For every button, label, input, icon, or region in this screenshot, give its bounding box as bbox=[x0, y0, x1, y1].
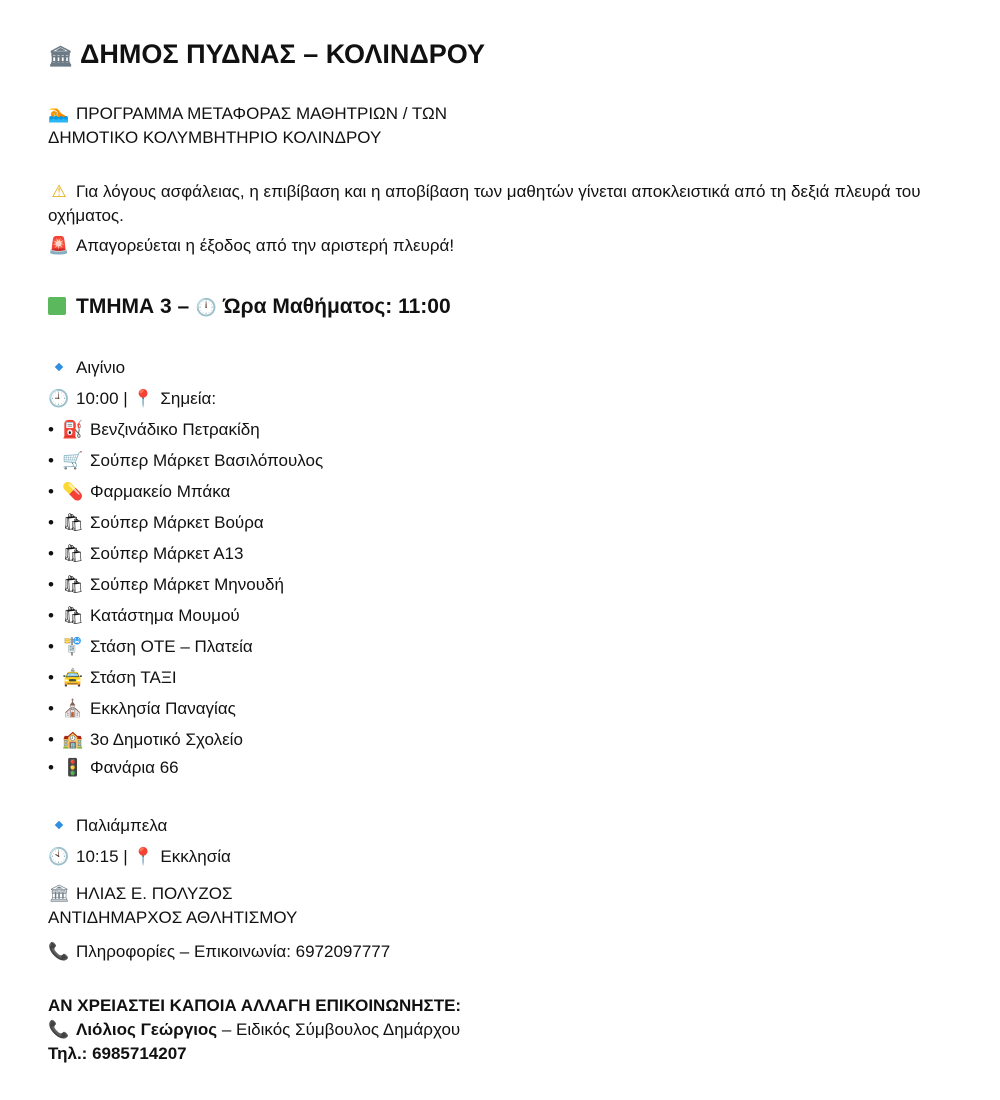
official-role: ΑΝΤΙΔΗΜΑΡΧΟΣ ΑΘΛΗΤΙΣΜΟΥ bbox=[48, 908, 298, 927]
list-item: • 🛒 Σούπερ Μάρκετ Βασιλόπουλος bbox=[48, 445, 948, 476]
stop-point: Εκκλησία bbox=[160, 847, 231, 866]
list-item: • 🚏 Στάση ΟΤΕ – Πλατεία bbox=[48, 631, 948, 662]
section-label: ΤΜΗΜΑ 3 – bbox=[76, 295, 190, 318]
school-icon: 🏫 bbox=[62, 730, 84, 750]
warning-icon: ⚠ bbox=[51, 182, 67, 202]
stop-aiginio bbox=[48, 352, 948, 780]
stop-time: 10:00 | bbox=[76, 389, 128, 408]
stop-time: 10:15 | bbox=[76, 847, 128, 866]
fuel-pump-icon: ⛽ bbox=[62, 420, 84, 440]
phone-icon: 📞 bbox=[48, 942, 70, 962]
contact-role: – Ειδικός Σύμβουλος Δημάρχου bbox=[221, 1020, 461, 1039]
safety-notice: Για λόγους ασφάλειας, η επιβίβαση και η αποβίβαση των μαθητών γίνεται αποκλειστικά από τη δεξιά πλευρά του οχήματος. bbox=[48, 182, 921, 225]
traffic-light-icon: 🚦 bbox=[62, 758, 84, 778]
page-title bbox=[48, 36, 948, 72]
list-item: • 🏫 3ο Δημοτικό Σχολείο bbox=[48, 724, 948, 755]
bus-stop-icon: 🚏 bbox=[62, 637, 84, 657]
official-block bbox=[48, 882, 948, 964]
list-item: • 🚖 Στάση ΤΑΞΙ bbox=[48, 662, 948, 693]
pill-icon: 💊 bbox=[62, 482, 84, 502]
municipality-name: ΔΗΜΟΣ ΠΥΔΝΑΣ – ΚΟΛΙΝΔΡΟΥ bbox=[80, 39, 485, 69]
clock-icon: 🕙 bbox=[48, 847, 70, 867]
contact-person: Λιόλιος Γεώργιος bbox=[76, 1020, 218, 1039]
warnings-block bbox=[48, 180, 948, 258]
list-item: • ⛪ Εκκλησία Παναγίας bbox=[48, 693, 948, 724]
shopping-bags-icon: 🛍 bbox=[62, 544, 84, 564]
clock-icon: 🕛 bbox=[195, 298, 217, 318]
program-title-line2: ΔΗΜΟΤΙΚΟ ΚΟΛΥΜΒΗΤΗΡΙΟ ΚΟΛΙΝΔΡΟΥ bbox=[48, 128, 382, 147]
list-item: • ⛽ Βενζινάδικο Πετρακίδη bbox=[48, 414, 948, 445]
official-name: ΗΛΙΑΣ Ε. ΠΟΛΥΖΟΣ bbox=[76, 884, 233, 903]
contact-block bbox=[48, 994, 948, 1066]
program-block bbox=[48, 102, 948, 150]
shopping-bags-icon: 🛍 bbox=[62, 575, 84, 595]
list-item: • 💊 Φαρμακείο Μπάκα bbox=[48, 476, 948, 507]
shopping-bags-icon: 🛍 bbox=[62, 606, 84, 626]
info-contact: Πληροφορίες – Επικοινωνία: 6972097777 bbox=[76, 942, 391, 961]
building-icon: 🏛 bbox=[48, 44, 74, 68]
lesson-time: Ώρα Μαθήματος: 11:00 bbox=[223, 295, 451, 318]
clock-icon: 🕘 bbox=[48, 389, 70, 409]
shopping-bags-icon: 🛍 bbox=[62, 513, 84, 533]
church-icon: ⛪ bbox=[62, 699, 84, 719]
green-square-icon bbox=[48, 297, 66, 315]
alarm-light-icon: 🚨 bbox=[48, 236, 70, 256]
list-item: • 🛍 Σούπερ Μάρκετ Α13 bbox=[48, 538, 948, 569]
points-label: Σημεία: bbox=[160, 389, 217, 408]
contact-phone: Τηλ.: 6985714207 bbox=[48, 1044, 187, 1063]
stop-name: Παλιάμπελα bbox=[76, 816, 168, 835]
shopping-cart-icon: 🛒 bbox=[62, 451, 84, 471]
list-item: • 🚦 Φανάρια 66 bbox=[48, 755, 948, 780]
program-title-line1: ΠΡΟΓΡΑΜΜΑ ΜΕΤΑΦΟΡΑΣ ΜΑΘΗΤΡΙΩΝ / ΤΩΝ bbox=[76, 104, 447, 123]
building-icon: 🏛 bbox=[48, 884, 70, 904]
phone-icon: 📞 bbox=[48, 1020, 70, 1040]
list-item: • 🛍 Σούπερ Μάρκετ Βούρα bbox=[48, 507, 948, 538]
section-heading bbox=[48, 292, 948, 322]
contact-heading: ΑΝ ΧΡΕΙΑΣΤΕΙ ΚΑΠΟΙΑ ΑΛΛΑΓΗ ΕΠΙΚΟΙΝΩΝΗΣΤΕ: bbox=[48, 996, 462, 1015]
blue-diamond-icon bbox=[55, 821, 63, 829]
list-item: • 🛍 Κατάστημα Μουμού bbox=[48, 600, 948, 631]
swimmer-icon: 🏊 bbox=[48, 104, 70, 124]
stop-name: Αιγίνιο bbox=[76, 358, 126, 377]
pin-icon: 📍 bbox=[132, 389, 154, 409]
exit-prohibition-notice: Απαγορεύεται η έξοδος από την αριστερή πλευρά! bbox=[76, 236, 455, 255]
blue-diamond-icon bbox=[55, 363, 63, 371]
document-page bbox=[48, 36, 948, 1066]
pin-icon: 📍 bbox=[132, 847, 154, 867]
taxi-icon: 🚖 bbox=[62, 668, 84, 688]
list-item: • 🛍 Σούπερ Μάρκετ Μηνουδή bbox=[48, 569, 948, 600]
stop-paliampela bbox=[48, 810, 948, 872]
